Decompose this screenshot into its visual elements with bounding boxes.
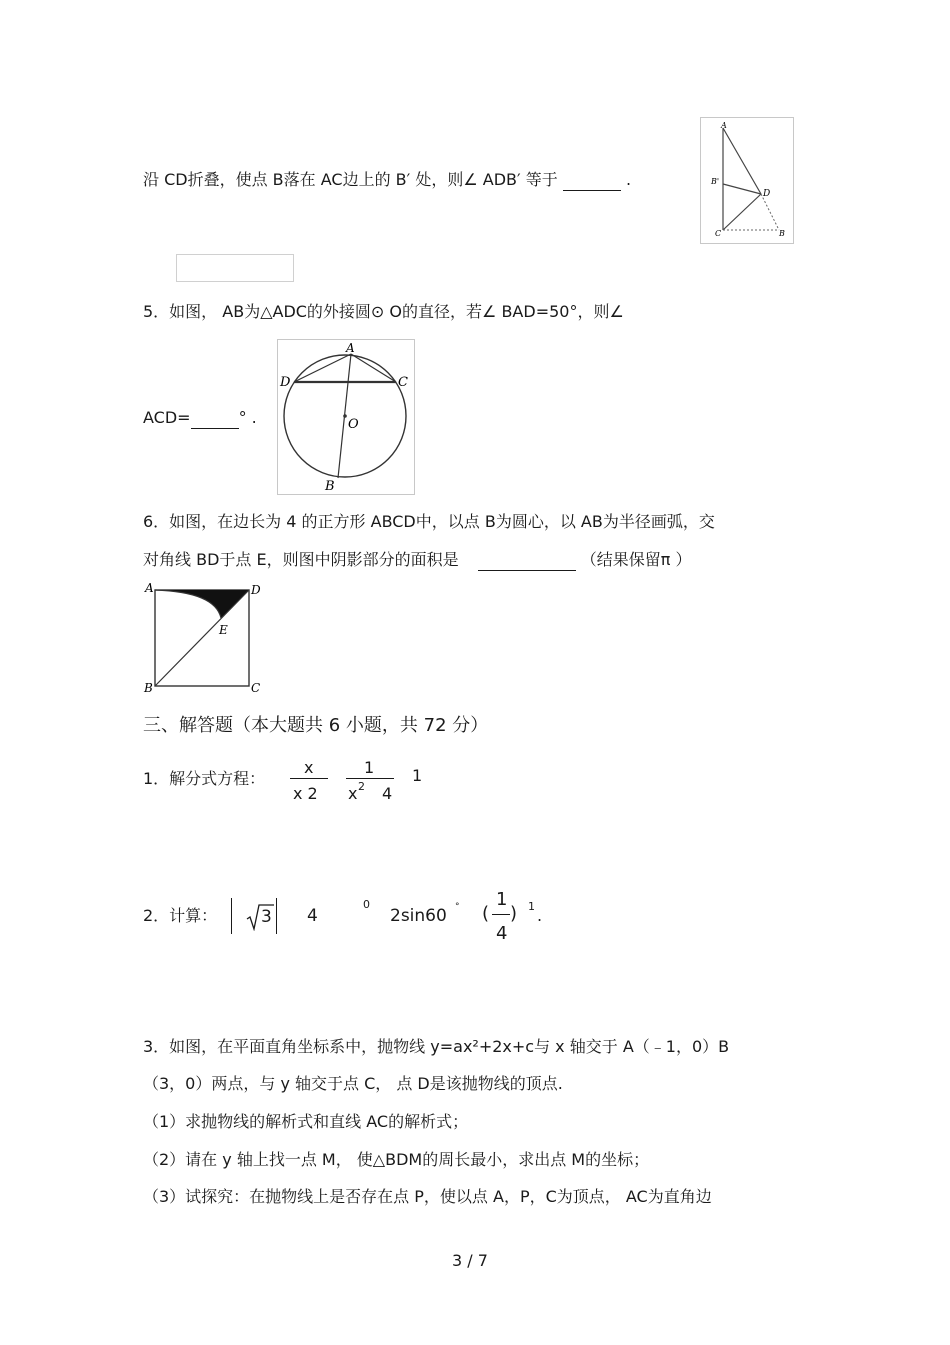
p2-sin-term: 2sin60 bbox=[390, 906, 447, 926]
q5-label-b: B bbox=[325, 479, 335, 494]
p1-fraction-bar-1 bbox=[290, 778, 328, 779]
p2-label: 2．计算： bbox=[143, 906, 218, 925]
p3-line5: （3）试探究：在抛物线上是否存在点 P，使以点 A，P，C为顶点， AC为直角边 bbox=[143, 1187, 712, 1206]
p2-exp: 1 bbox=[528, 900, 535, 913]
q5-figure bbox=[277, 339, 415, 495]
p2-frac-den: 4 bbox=[496, 923, 508, 944]
q5-circle-diagram bbox=[278, 340, 414, 494]
answer-box[interactable] bbox=[176, 254, 294, 282]
p2-fraction-bar bbox=[492, 914, 510, 915]
q6-note: （结果保留π ） bbox=[580, 550, 692, 569]
p2-abs-right bbox=[276, 898, 277, 934]
q4-period: . bbox=[625, 170, 632, 189]
q5-degree: ° . bbox=[238, 408, 257, 427]
p2-lparen: ( bbox=[482, 903, 490, 924]
q5-acd-label: ACD= bbox=[143, 408, 191, 427]
q5-label-d: D bbox=[280, 375, 291, 390]
q5-answer-blank[interactable] bbox=[191, 408, 239, 429]
q6-answer-blank[interactable] bbox=[478, 550, 576, 571]
p1-den2-sup: 2 bbox=[358, 780, 365, 793]
p2-sqrt bbox=[246, 903, 274, 931]
p1-num2: 1 bbox=[364, 758, 375, 777]
p1-fraction-bar-2 bbox=[346, 778, 394, 779]
q5-line1: 5．如图， AB为△ADC的外接圆⊙ O的直径，若∠ BAD=50°，则∠ bbox=[143, 302, 624, 321]
q4-label-b: B bbox=[779, 229, 785, 238]
p2-four: 4 bbox=[307, 906, 318, 926]
q6-label-a: A bbox=[145, 581, 154, 595]
p3-line2: （3，0）两点，与 y 轴交于点 C， 点 D是该抛物线的顶点. bbox=[143, 1074, 563, 1093]
page-number: 3 / 7 bbox=[452, 1251, 488, 1270]
q6-prompt: 对角线 BD于点 E，则图中阴影部分的面积是 bbox=[143, 550, 459, 569]
q4-triangle-diagram bbox=[701, 118, 793, 243]
q4-label-c: C bbox=[715, 229, 722, 238]
q6-figure bbox=[143, 580, 269, 698]
q4-label-bp: B' bbox=[711, 177, 720, 186]
q4-label-a: A bbox=[721, 121, 727, 130]
p2-rparen: ) bbox=[510, 903, 518, 924]
q5-label-o: O bbox=[348, 417, 359, 432]
q6-square-diagram bbox=[143, 580, 269, 698]
p2-zero-exp: 0 bbox=[363, 898, 370, 911]
p1-label: 1．解分式方程： bbox=[143, 769, 266, 788]
p1-den2-base: x bbox=[348, 784, 358, 803]
p2-sqrt-arg: 3 bbox=[261, 907, 272, 927]
q6-label-e: E bbox=[219, 623, 228, 637]
q4-label-d: D bbox=[763, 189, 771, 199]
p3-line1: 3．如图，在平面直角坐标系中，抛物线 y=ax²+2x+c与 x 轴交于 A（﹣1，0）B bbox=[143, 1037, 730, 1056]
p1-den1: x 2 bbox=[293, 784, 318, 803]
p2-abs-left bbox=[231, 898, 232, 934]
p2-frac-num: 1 bbox=[496, 889, 508, 910]
p1-den2-tail: 4 bbox=[382, 784, 393, 803]
q6-line1: 6．如图，在边长为 4 的正方形 ABCD中，以点 B为圆心，以 AB为半径画弧，交 bbox=[143, 512, 715, 531]
q5-label-c: C bbox=[398, 375, 408, 390]
p3-line4: （2）请在 y 轴上找一点 M， 使△BDM的周长最小，求出点 M的坐标； bbox=[143, 1150, 650, 1169]
q5-line2 bbox=[143, 408, 257, 429]
p1-num1: x bbox=[304, 758, 314, 777]
q6-label-d: D bbox=[251, 583, 261, 597]
p2-degree: ° bbox=[455, 902, 460, 912]
q4-line: 沿 CD折叠，使点 B落在 AC边上的 B′ 处，则∠ ADB′ 等于 bbox=[143, 170, 558, 189]
q6-line2 bbox=[143, 550, 692, 571]
section-heading: 三、解答题（本大题共 6 小题，共 72 分） bbox=[143, 715, 489, 736]
p2-end: . bbox=[537, 906, 543, 925]
q4-answer-blank[interactable] bbox=[563, 170, 621, 191]
q6-label-c: C bbox=[251, 681, 261, 695]
q4-text bbox=[143, 170, 631, 191]
q6-label-b: B bbox=[144, 681, 153, 695]
p1-rhs: 1 bbox=[412, 766, 423, 785]
q4-figure bbox=[700, 117, 794, 244]
p3-line3: （1）求抛物线的解析式和直线 AC的解析式； bbox=[143, 1112, 469, 1131]
q5-label-a: A bbox=[346, 341, 355, 355]
